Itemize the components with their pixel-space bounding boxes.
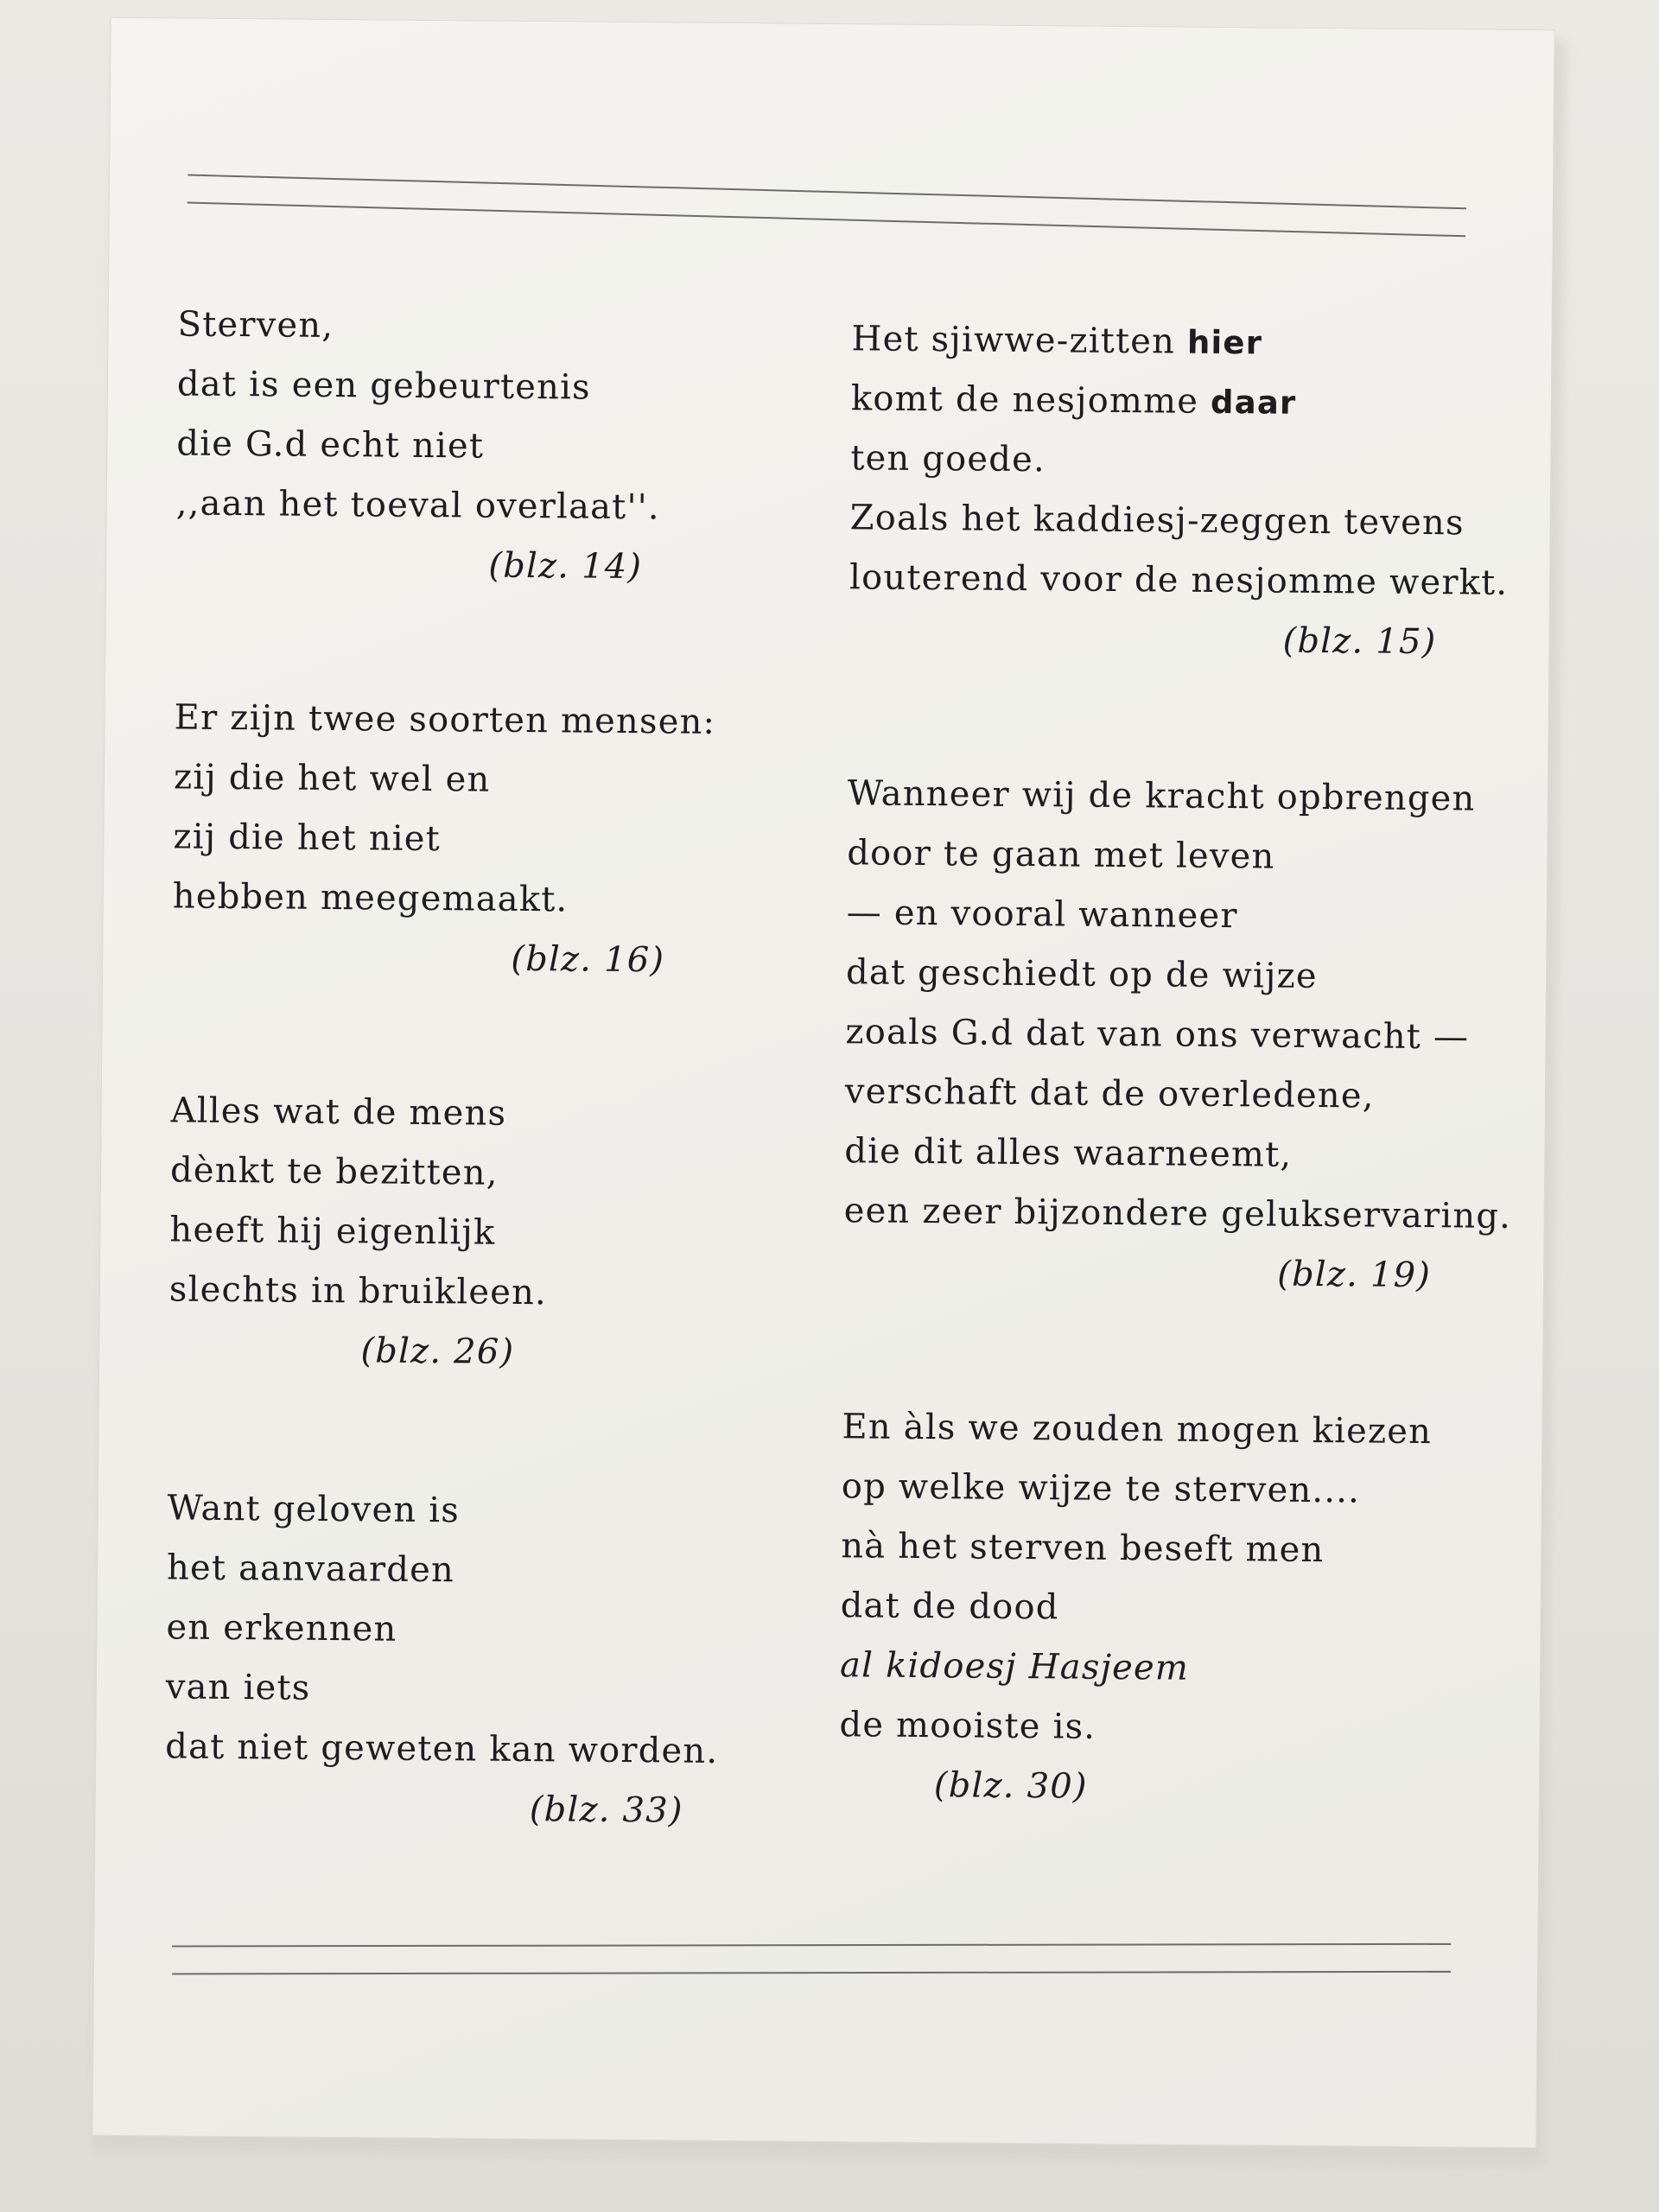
quote-line: nà het sterven beseft men — [841, 1526, 1325, 1571]
quote-line: dènkt te bezitten, — [169, 1150, 499, 1193]
quote-line: zoals G.d dat van ons verwacht — — [845, 1012, 1470, 1058]
bottom-double-rule — [172, 1943, 1451, 1975]
quote-line: dat is een gebeurtenis — [176, 364, 591, 408]
quote-line-italic: al kidoesj Hasjeem — [839, 1645, 1190, 1688]
quote-line: dat geschiedt op de wijze — [845, 952, 1318, 996]
quote-line: En àls we zouden mogen kiezen — [842, 1407, 1433, 1452]
page-reference: (blz. 30) — [933, 1765, 1088, 1807]
quote-line: heeft hij eigenlijk — [169, 1210, 496, 1253]
quote-line: ten goede. — [850, 438, 1046, 480]
quote-geloven — [164, 1478, 719, 1840]
quote-line: die G.d echt niet — [176, 423, 485, 467]
page-reference: (blz. 19) — [1277, 1254, 1432, 1296]
quote-text: komt de nesjomme — [850, 378, 1211, 422]
quote-line: zij die het wel en — [173, 757, 491, 800]
page-reference: (blz. 26) — [360, 1331, 515, 1372]
quote-kiezen — [839, 1397, 1433, 1820]
quote-line: — en vooral wanneer — [846, 893, 1238, 937]
quote-line: en erkennen — [166, 1607, 397, 1649]
quote-line: door te gaan met leven — [847, 833, 1275, 877]
quote-line: ,,aan het toeval overlaat''. — [175, 483, 660, 528]
quote-line: het aanvaarden — [166, 1548, 455, 1591]
quote-text: Het sjiwwe-zitten — [851, 319, 1188, 362]
emphasis-bold: hier — [1186, 323, 1263, 362]
quote-line: slechts in bruikleen. — [168, 1269, 548, 1313]
quote-line: dat niet geweten kan worden. — [165, 1726, 719, 1771]
rule-line — [188, 202, 1466, 238]
page-reference: (blz. 14) — [488, 545, 643, 588]
quote-line: dat de dood — [840, 1586, 1059, 1628]
book-page — [92, 18, 1554, 2147]
quote-line: verschaft dat de overledene, — [844, 1071, 1375, 1116]
quote-sjiwwe — [849, 309, 1509, 672]
quote-line: Zoals het kaddiesj-zeggen tevens — [849, 498, 1465, 543]
top-double-rule — [188, 175, 1466, 238]
quote-line — [851, 309, 1440, 374]
quote-line: Wanneer wij de kracht opbrengen — [847, 773, 1476, 819]
rule-line — [172, 1971, 1451, 1975]
quote-line: zij die het niet — [173, 817, 442, 860]
quote-line: op welke wijze te sterven.... — [841, 1466, 1361, 1511]
quote-line: Sterven, — [177, 304, 334, 346]
quote-line: hebben meegemaakt. — [172, 876, 569, 920]
quote-line: louterend voor de nesjomme werkt. — [849, 557, 1509, 603]
emphasis-bold: daar — [1210, 383, 1297, 422]
quote-line: Er zijn twee soorten mensen: — [174, 697, 716, 742]
page-reference: (blz. 15) — [1282, 620, 1437, 663]
quote-line — [851, 369, 1440, 434]
left-column — [164, 295, 800, 1841]
quote-bruikleen — [168, 1081, 548, 1382]
page-reference: (blz. 33) — [529, 1789, 683, 1831]
quote-line: van iets — [165, 1667, 311, 1708]
quote-line: die dit alles waarneemt, — [844, 1131, 1293, 1175]
quote-line: Alles wat de mens — [170, 1090, 507, 1134]
quote-sterven — [175, 295, 660, 597]
rule-line — [172, 1943, 1451, 1948]
quote-line: een zeer bijzondere gelukservaring. — [843, 1191, 1512, 1236]
quote-line: Want geloven is — [167, 1488, 461, 1531]
quote-twee-soorten — [172, 688, 716, 990]
rule-line — [188, 175, 1466, 210]
quote-kracht — [843, 764, 1512, 1306]
quote-line: de mooiste is. — [839, 1705, 1096, 1747]
right-column — [839, 309, 1512, 1820]
page-reference: (blz. 16) — [511, 938, 665, 981]
